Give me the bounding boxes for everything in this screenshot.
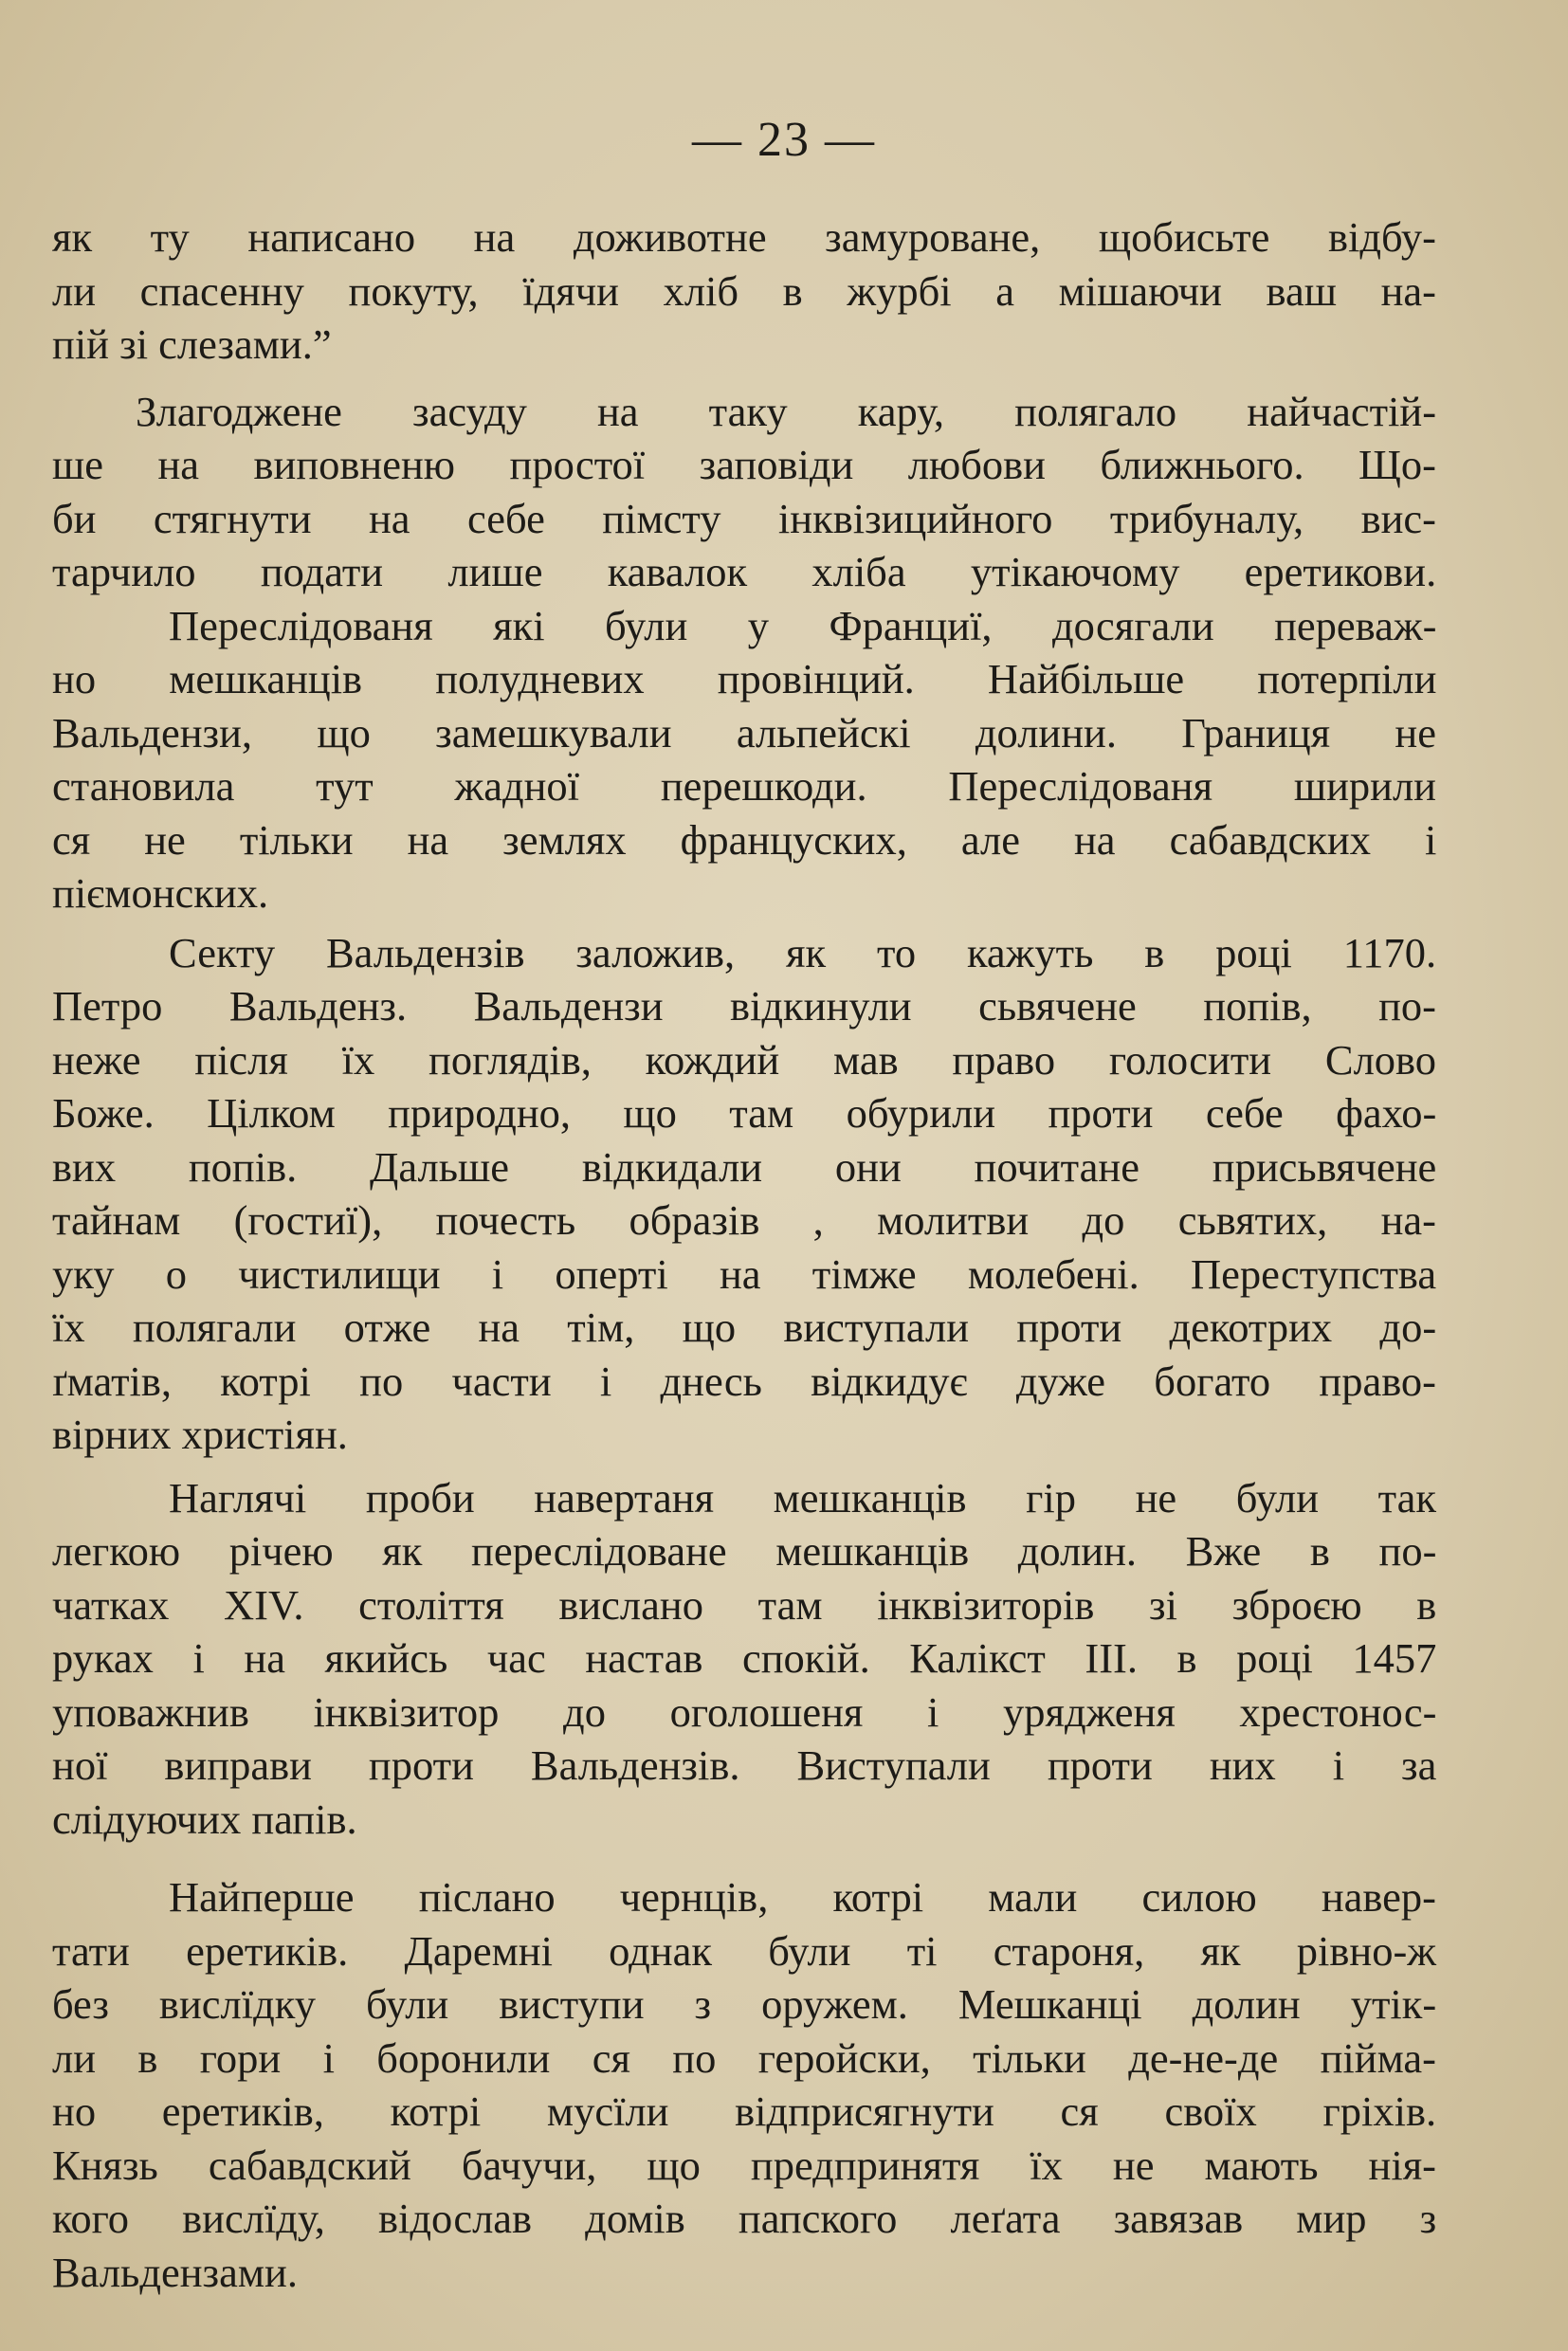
text-line: Злагоджене засуду на таку кару, полягало найчастій-: [136, 387, 1437, 435]
text-line: вірних христіян.: [52, 1411, 348, 1458]
text-line: Найперше післано чернців, котрі мали силою навер-: [169, 1873, 1436, 1921]
text-line: Петро Вальденз. Вальдензи відкинули сьвячене попів, по-: [52, 982, 1436, 1030]
text-line: ли в гори і боронили ся по геройски, тільки де-не-де пійма-: [52, 2033, 1436, 2082]
text-line: становила тут жадної перешкоди. Переслідованя ширили: [52, 762, 1436, 810]
text-line: Наглячі проби навертаня мешканців гір не були так: [169, 1473, 1436, 1522]
text-line: Вальдензи, що замешкували альпейскі долини. Границя не: [52, 708, 1436, 756]
text-line: як ту написано на доживотне замуроване, щобисьте відбу-: [52, 213, 1436, 261]
text-line: чатках XIV. століття вислано там інквізиторів зі зброєю в: [52, 1580, 1437, 1629]
text-line: Переслідованя які були у Франциї, досягали переваж-: [169, 601, 1437, 649]
text-line: Князь сабавдский бачучи, що предпринятя їх не мають нія-: [52, 2141, 1436, 2189]
paragraph-3: [52, 599, 1436, 920]
text-line: руках і на якийсь час настав спокій. Калікст III. в році 1457: [52, 1634, 1437, 1682]
paragraph-5: [52, 1471, 1436, 1847]
text-line: ґматів, котрі по части і днесь відкидує дуже богато право-: [52, 1357, 1436, 1405]
text-line: но еретиків, котрі мусїли відприсягнути ся своїх гріхів.: [52, 2087, 1437, 2135]
paragraph-2: [52, 385, 1436, 599]
paragraph-1: [52, 210, 1436, 372]
text-line: тарчило подати лише кавалок хліба утікаючому еретикови.: [52, 548, 1437, 595]
text-line: уповажнив інквізитор до оголошеня і урядженя хрестонос-: [52, 1687, 1437, 1736]
text-line: ної виправи проти Вальдензів. Виступали проти них і за: [52, 1741, 1437, 1789]
text-line: ся не тільки на землях францускиx, але на сабавдских і: [52, 815, 1437, 864]
text-line: слідуючих папів.: [52, 1795, 357, 1843]
text-line: без вислїдку були виступи з оружем. Мешканці долин утік-: [52, 1980, 1437, 2028]
text-line: їх полягали отже на тім, що виступали проти декотрих до-: [52, 1303, 1437, 1351]
body-text: [52, 210, 1436, 2299]
text-line: ли спасенну покуту, їдячи хліб в журбі а мішаючи ваш на-: [52, 266, 1436, 315]
page-number: — 23 —: [692, 113, 876, 167]
paragraph-6: [52, 1870, 1436, 2299]
text-line: легкою річею як переслідоване мешканців долин. Вже в по-: [52, 1527, 1437, 1575]
text-line: уку о чистилищи і оперті на тімже молебені. Переступства: [52, 1249, 1437, 1298]
text-line: но мешканців полудневих провінций. Найбільше потерпіли: [52, 655, 1437, 702]
paragraph-4: [52, 926, 1436, 1462]
text-line: Секту Вальдензів заложив, як то кажуть в році 1170.: [169, 928, 1437, 976]
text-line: Боже. Цілком природно, що там обурили проти себе фахо-: [52, 1089, 1437, 1137]
text-line: би стягнути на себе пімсту інквізицийного трибуналу, вис-: [52, 494, 1436, 542]
text-line: кого вислїду, відослав домів папского леґата завязав мир з: [52, 2195, 1437, 2242]
text-line: пій зі слезами.”: [52, 320, 332, 368]
text-line: неже після їх поглядів, кождий мав право голосити Слово: [52, 1035, 1436, 1084]
text-line: ше на виповненю простої заповіди любови ближнього. Що-: [52, 441, 1436, 488]
text-line: Вальдензами.: [52, 2248, 298, 2296]
text-line: тайнам (гостиї), почесть образів , молитви до сьвятих, на-: [52, 1196, 1436, 1244]
text-line: вих попів. Дальше відкидали они почитане присьвячене: [52, 1142, 1437, 1191]
text-line: піємонских.: [52, 869, 269, 917]
text-line: тати еретиків. Даремні однак були ті староня, як рівно-ж: [52, 1926, 1437, 1975]
